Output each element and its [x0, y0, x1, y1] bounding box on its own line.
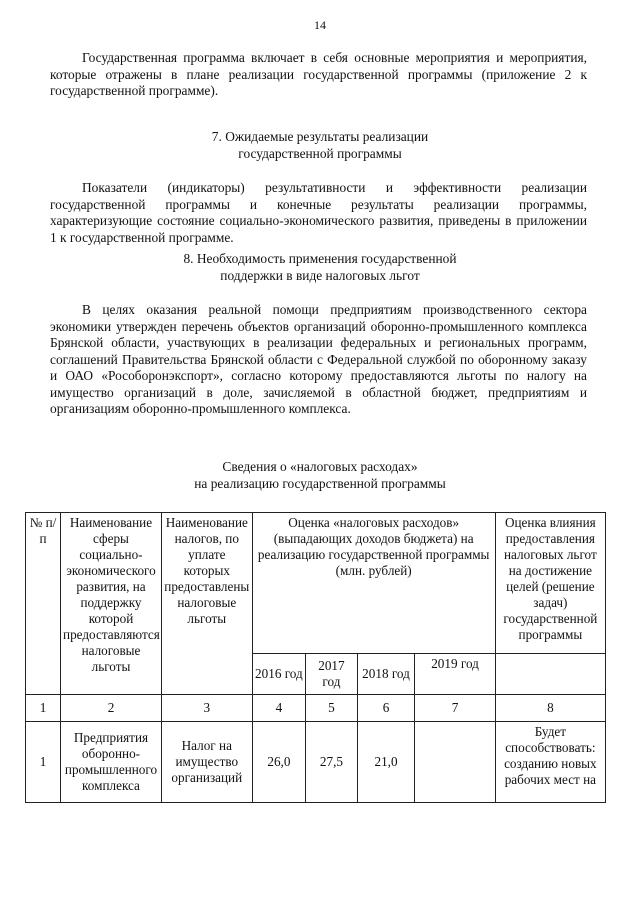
column-number: 8: [495, 695, 605, 722]
column-number: 1: [26, 695, 61, 722]
table-header-row: [26, 513, 606, 654]
section-8-heading: [50, 250, 590, 284]
header-impact-empty: [495, 654, 605, 695]
tax-expenditure-table: [25, 512, 606, 803]
section-8-heading-line-2: поддержки в виде налоговых льгот: [220, 268, 420, 283]
column-number: 5: [306, 695, 358, 722]
column-number: 4: [252, 695, 306, 722]
row-sphere: Предприятия оборонно-промышленного комплекса: [61, 722, 162, 803]
header-impact: Оценка влияния предоставления налоговых льгот на достижение целей (решение задач) государственной программы: [495, 513, 605, 654]
section-7-heading: [50, 128, 590, 162]
table-title-line-2: на реализацию государственной программы: [194, 476, 446, 491]
row-impact: Будет способствовать: созданию новых рабочих мест на: [495, 722, 605, 803]
section-7-heading-line-2: государственной программы: [238, 146, 402, 161]
column-number: 6: [357, 695, 415, 722]
section-8-heading-line-1: 8. Необходимость применения государственной: [183, 251, 457, 266]
row-value-2019: [415, 722, 495, 803]
row-value-2016: 26,0: [252, 722, 306, 803]
table-title: [50, 458, 590, 492]
table-row: [26, 722, 606, 803]
header-year-2018: 2018 год: [357, 654, 415, 695]
row-value-2018: 21,0: [357, 722, 415, 803]
column-number: 7: [415, 695, 495, 722]
row-tax: Налог на имущество организаций: [161, 722, 252, 803]
header-taxes: Наименование налогов, по уплате которых предоставлены налоговые льготы: [161, 513, 252, 695]
paragraph-intro: Государственная программа включает в себя основные мероприятия и мероприятия, которые отражены в плане реализации государственной программы (приложение 2 к государственной программе).: [50, 50, 587, 98]
page-number: 14: [314, 18, 326, 32]
row-value-2017: 27,5: [306, 722, 358, 803]
paragraph-support: В целях оказания реальной помощи предприятиям производственного сектора экономики утвержден перечень объектов организаций оборонно-промышленного комплекса Брянской области, участвующих в реализации федеральных и региональных программ, соглашений Правительства Брянской области с Федеральной службой по оборонному заказу и ОАО «Рособоронэкспорт», согласно которому предоставляются льготы по налогу на имущество организаций в доле, зачисляемой в областной бюджет, предприятиям и организациям оборонно-промышленного комплекса.: [50, 302, 587, 416]
row-num: 1: [26, 722, 61, 803]
header-year-2017: 2017 год: [306, 654, 358, 695]
column-number: 2: [61, 695, 162, 722]
table-title-line-1: Сведения о «налоговых расходах»: [222, 459, 418, 474]
header-num: № п/п: [26, 513, 61, 695]
header-sphere: Наименование сферы социально-экономического развития, на поддержку которой предоставляются налоговые льготы: [61, 513, 162, 695]
table-column-numbers-row: [26, 695, 606, 722]
header-estimate: Оценка «налоговых расходов» (выпадающих доходов бюджета) на реализацию государственной программы (млн. рублей): [252, 513, 495, 654]
paragraph-indicators: Показатели (индикаторы) результативности и эффективности реализации государственной программы и конечные результаты реализации программы, характеризующие состояние социально-экономического развития, приведены в приложении 1 к государственной программе.: [50, 180, 587, 245]
column-number: 3: [161, 695, 252, 722]
header-year-2019: 2019 год: [415, 654, 495, 695]
header-year-2016: 2016 год: [252, 654, 306, 695]
section-7-heading-line-1: 7. Ожидаемые результаты реализации: [211, 129, 429, 144]
